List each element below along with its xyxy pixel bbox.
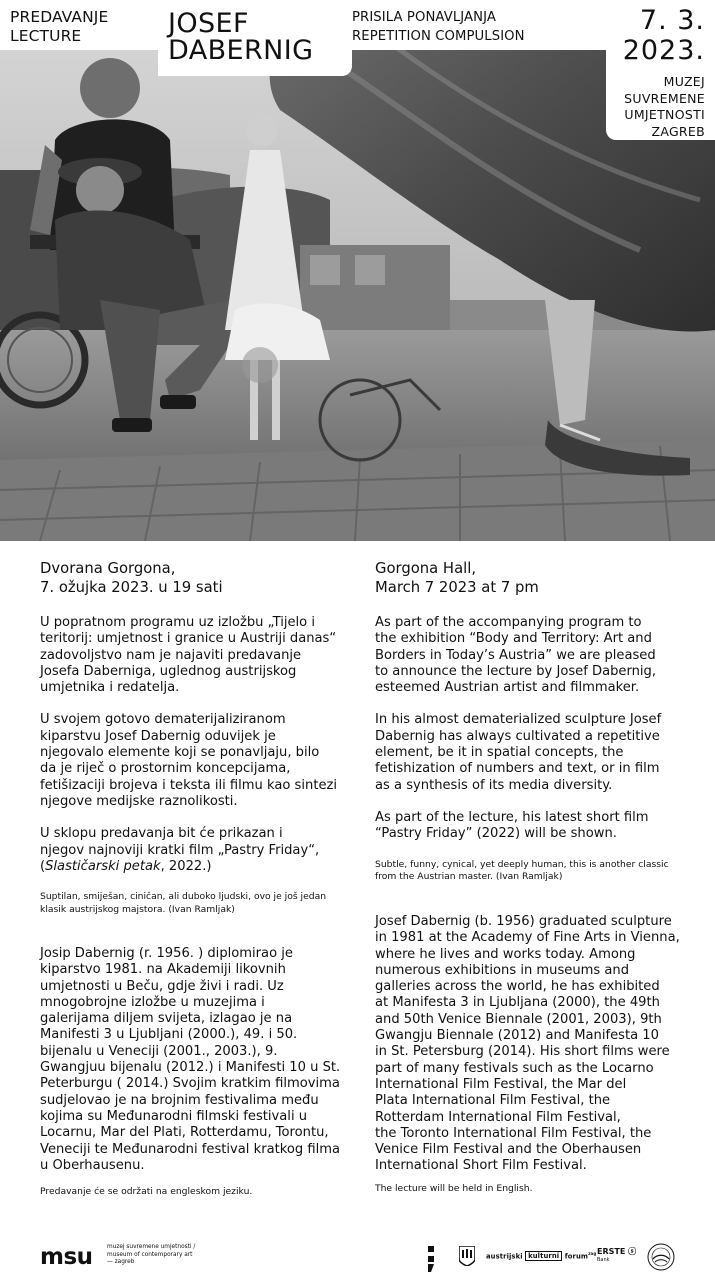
venue-line: ZAGREB [651, 123, 705, 139]
event-date-day: 7. 3. [639, 5, 705, 36]
language-note-en: The lecture will be held in English. [375, 1183, 533, 1194]
caption-line: muzej suvremene umjetnosti / [107, 1244, 196, 1250]
film-paragraph-en [375, 810, 705, 843]
place-time-hr [40, 560, 360, 597]
text-line: Gwangjuu bijenalu (2012.) i Manifesti 10 u St. [40, 1060, 341, 1076]
text-line: “Pastry Friday” (2022) will be shown. [375, 826, 617, 842]
erste-bank-logo [597, 1247, 636, 1265]
intro-paragraph-en [375, 615, 705, 696]
venue-hall-hr: Dvorana Gorgona, [40, 560, 176, 577]
text-line: in 1981 at the Academy of Fine Arts in Vienna, [375, 930, 680, 946]
lecture-title-en: REPETITION COMPULSION [352, 29, 525, 44]
forum-superscript: zag [588, 1251, 597, 1256]
text-line: Veneciji te Međunarodni festival kratkog filma [40, 1141, 340, 1157]
text-line: teritorij: umjetnost i granice u Austriji danas“ [40, 631, 337, 647]
text-line: U sklopu predavanja bit će prikazan i [40, 826, 283, 842]
lecture-type [10, 8, 108, 46]
text-line: from the Austrian master. (Ivan Ramljak) [375, 871, 563, 883]
austrian-cultural-forum-logo [486, 1251, 596, 1260]
text-line: Josefa Daberniga, uglednog austrijskog [40, 663, 297, 679]
venue-name [624, 74, 705, 140]
venue-line: MUZEJ [663, 74, 705, 89]
event-date-year: 2023. [622, 35, 705, 66]
speaker-name-last: DABERNIG [168, 35, 314, 66]
sculpture-paragraph-hr [40, 712, 360, 810]
text-line: U popratnom programu uz izložbu „Tijelo i [40, 615, 315, 630]
date-time-hr: 7. ožujka 2023. u 19 sati [40, 578, 223, 596]
text-line: element, be it in spatial concepts, the [375, 745, 624, 761]
text-line: kojima su Međunarodni filmski festivali u [40, 1108, 308, 1124]
text-line: kiparstvu Josef Dabernig oduvijek je [40, 728, 276, 744]
erste-s-icon: ⓢ [625, 1247, 637, 1256]
text-line: da je riječ o prostornim koncepcijama, [40, 761, 291, 777]
text-line: Josip Dabernig (r. 1956. ) diplomirao je [40, 946, 293, 961]
text-line: Manifesti 3 u Ljubljani (2000.), 49. i 50. [40, 1027, 298, 1043]
text-line: kiparstvo 1981. na Akademiji likovnih [40, 962, 286, 978]
venue-hall-en: Gorgona Hall, [375, 560, 477, 577]
text-line: the Toronto International Film Festival, the [375, 1125, 652, 1141]
text-line: Dabernig has always cultivated a repetitive [375, 728, 660, 744]
text-line: International Short Film Festival. [375, 1158, 587, 1174]
film-title-hr: Slastičarski petak [45, 858, 161, 874]
english-column [375, 560, 705, 884]
text-line: Peterburgu ( 2014.) Svojim kratkim filmovima [40, 1076, 340, 1092]
speaker-name [168, 10, 313, 64]
text-line: esteemed Austrian artist and filmmaker. [375, 680, 640, 696]
erste-sub: Bank [597, 1257, 610, 1263]
text-line: numerous exhibitions in museums and [375, 962, 630, 978]
text-line: njegovalo elemente koji se ponavljaju, bilo [40, 745, 320, 761]
erste-wordmark: ERSTE [597, 1247, 626, 1256]
sculpture-paragraph-en [375, 712, 705, 793]
language-note-hr: Predavanje će se održati na engleskom jeziku. [40, 1186, 253, 1197]
lecture-type-hr: PREDAVANJE [10, 8, 109, 26]
text-line: Borders in Today’s Austria” we are pleased [375, 647, 656, 663]
text-line: fetišizaciji brojeva i teksta ili filmu kao sintezi [40, 777, 338, 793]
text-line: njegove medijske raznolikosti. [40, 793, 238, 809]
text-line: fetishization of numbers and text, or in film [375, 761, 660, 777]
text-line: to announce the lecture by Josef Dabernig, [375, 663, 657, 679]
text-line: galleries across the world, he has exhibited [375, 979, 660, 995]
text-line: galerijama diljem svijeta, izlagao je na [40, 1011, 293, 1027]
text-line: umjetnosti u Beču, gdje živi i radi. Uz [40, 978, 284, 994]
film-year-hr: , 2022.) [160, 858, 212, 874]
text-line: in St. Petersburg (2014). His short films were [375, 1044, 670, 1060]
critic-quote-hr [40, 891, 360, 917]
biography-hr [40, 946, 360, 1174]
text-line: u Oberhausenu. [40, 1157, 145, 1173]
text-line: (Slastičarski petak, 2022.) [40, 858, 212, 874]
text-line: as a synthesis of its media diversity. [375, 777, 613, 793]
text-line: Josef Dabernig (b. 1956) graduated sculpture [375, 914, 672, 929]
forum-word: austrijski [486, 1252, 523, 1261]
text-line: Plata International Film Festival, the [375, 1093, 611, 1109]
forum-word: kulturni [525, 1251, 562, 1261]
place-time-en [375, 560, 705, 597]
text-line: In his almost dematerialized sculpture Josef [375, 712, 662, 728]
croatian-column [40, 560, 360, 917]
msu-caption [107, 1244, 195, 1267]
text-line: bijenalu u Veneciji (2001., 2003.), 9. [40, 1043, 278, 1059]
text-line: U svojem gotovo dematerijaliziranom [40, 712, 286, 728]
caption-line: — zagreb [107, 1259, 135, 1265]
text-line: the exhibition “Body and Territory: Art and [375, 631, 652, 647]
text-line: where he lives and works today. Among [375, 946, 636, 962]
biography-en [375, 914, 705, 1175]
text-line: and 50th Venice Biennale (2001, 2003), 9th [375, 1011, 662, 1027]
film-paragraph-hr [40, 826, 360, 875]
sponsor-footer [0, 1228, 715, 1282]
semicolon-logo-icon [426, 1246, 436, 1272]
forum-word: forum [564, 1252, 589, 1261]
text-line: zadovoljstvo nam je najaviti predavanje [40, 647, 302, 663]
speaker-name-first: JOSEF [168, 8, 249, 39]
text-line: mnogobrojne izložbe u muzejima i [40, 994, 265, 1010]
venue-line: UMJETNOSTI [624, 107, 705, 122]
text-line: klasik austrijskog majstora. (Ivan Ramljak) [40, 903, 235, 915]
text-line: at Manifesta 3 in Ljubljana (2000), the 49th [375, 995, 660, 1011]
text-line: Venice Film Festival and the Oberhausen [375, 1142, 642, 1158]
text-line: sudjelovao je na brojnim festivalima među [40, 1092, 319, 1108]
text-line: Gwangju Biennale (2012) and Manifesta 10 [375, 1028, 659, 1044]
text-line: njegov najnoviji kratki film „Pastry Friday“, [40, 842, 320, 858]
text-line: As part of the accompanying program to [375, 615, 642, 630]
circular-seal-icon [646, 1242, 676, 1272]
venue-line: SUVREMENE [624, 90, 705, 106]
lecture-type-en: LECTURE [10, 27, 82, 45]
city-coat-of-arms-icon [459, 1246, 475, 1266]
lecture-title-hr: PRISILA PONAVLJANJA [352, 10, 496, 25]
lecture-title [352, 8, 525, 46]
text-line: umjetnika i redatelja. [40, 680, 180, 696]
event-date [623, 6, 705, 66]
text-line: Rotterdam International Film Festival, [375, 1109, 621, 1125]
text-line: part of many festivals such as the Locarno [375, 1060, 654, 1076]
text-line: Locarnu, Mar del Plati, Rotterdamu, Torontu, [40, 1125, 329, 1141]
critic-quote-en [375, 859, 705, 885]
text-line: Suptilan, smiješan, ciničan, ali duboko ljudski, ovo je još jedan [40, 891, 327, 903]
intro-paragraph-hr [40, 615, 360, 696]
text-line: Subtle, funny, cynical, yet deeply human, this is another classic [375, 858, 669, 870]
date-time-en: March 7 2023 at 7 pm [375, 578, 539, 596]
caption-line: museum of contemporary art [107, 1251, 193, 1258]
msu-logo: msu [40, 1244, 93, 1270]
text-line: As part of the lecture, his latest short film [375, 809, 649, 825]
text-line: International Film Festival, the Mar del [375, 1076, 627, 1092]
